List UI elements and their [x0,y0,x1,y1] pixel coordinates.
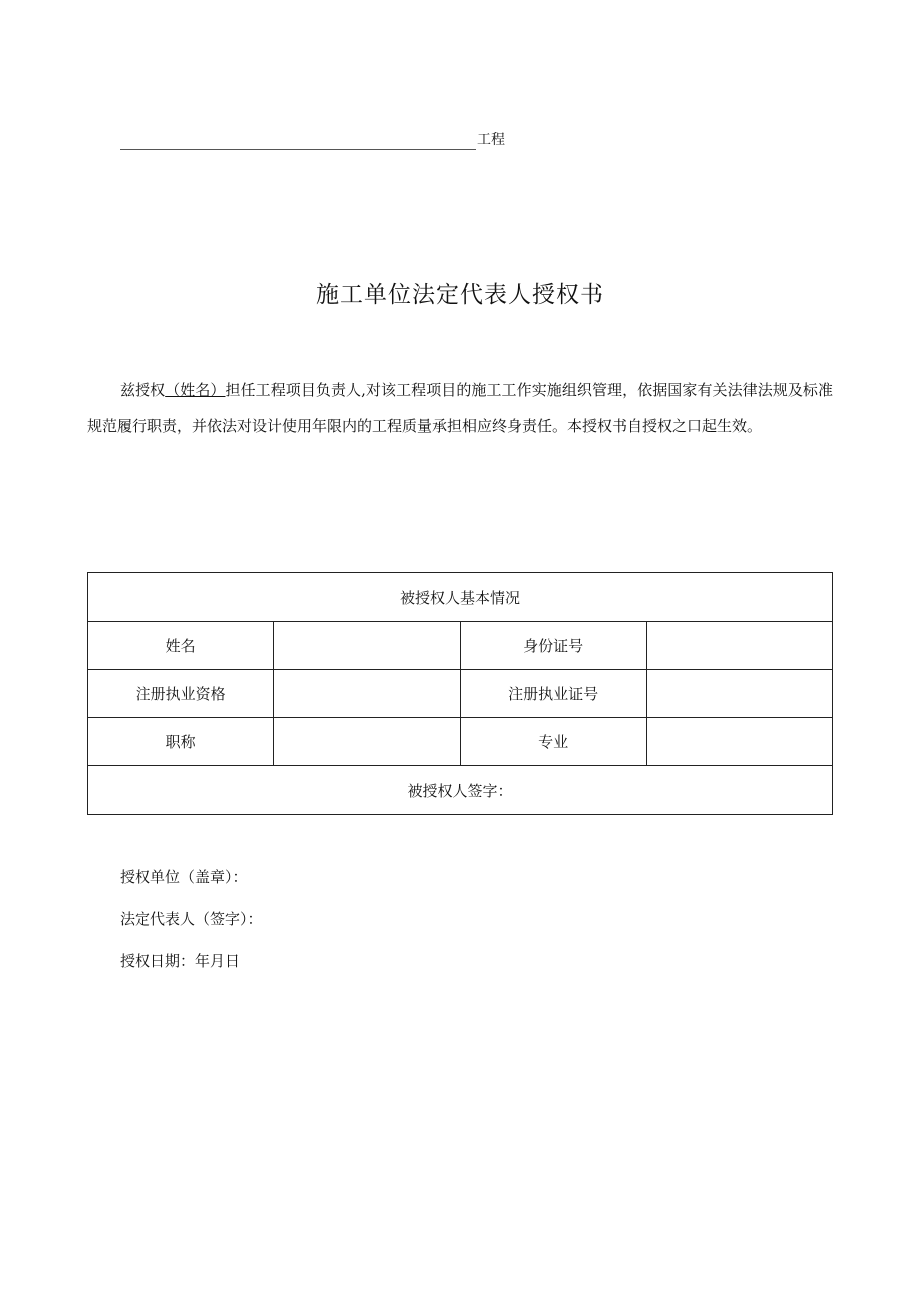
value-specialty[interactable] [646,718,832,766]
value-cert-number[interactable] [646,670,832,718]
name-placeholder[interactable]: （姓名） [165,381,226,399]
label-title: 职称 [88,718,274,766]
table-row [88,622,833,670]
document-title: 施工单位法定代表人授权书 [316,282,604,308]
signature-cell[interactable]: 被授权人签字： [88,766,833,815]
footer-block [120,856,263,982]
label-qualification: 注册执业资格 [88,670,274,718]
value-qualification[interactable] [274,670,460,718]
value-name[interactable] [274,622,460,670]
legal-representative-label: 法定代表人（签字）： [120,910,263,928]
table-row [88,718,833,766]
label-cert-number: 注册执业证号 [460,670,646,718]
value-title[interactable] [274,718,460,766]
paragraph-text: 担任工程项目负责人,对该工程项目的施工工作实施组织管理，依据国家有关法律法规及标准规范履行职责，并依法对设计使用年限内的工程质量承担相应终身责任。本授权书自授权之口起生效。 [87,381,833,435]
table-heading: 被授权人基本情况 [88,573,833,622]
project-name-blank[interactable] [120,133,476,150]
project-name-line [120,130,505,150]
authorizing-unit-label: 授权单位（盖章）： [120,868,248,886]
authorization-paragraph [87,372,833,444]
label-name: 姓名 [88,622,274,670]
authorization-date-label: 授权日期：年月日 [120,952,241,970]
value-id-number[interactable] [646,622,832,670]
paragraph-prefix: 兹授权 [120,381,166,399]
table-row [88,670,833,718]
label-specialty: 专业 [460,718,646,766]
label-id-number: 身份证号 [460,622,646,670]
project-suffix: 工程 [477,132,505,148]
authorized-person-table [87,572,833,815]
